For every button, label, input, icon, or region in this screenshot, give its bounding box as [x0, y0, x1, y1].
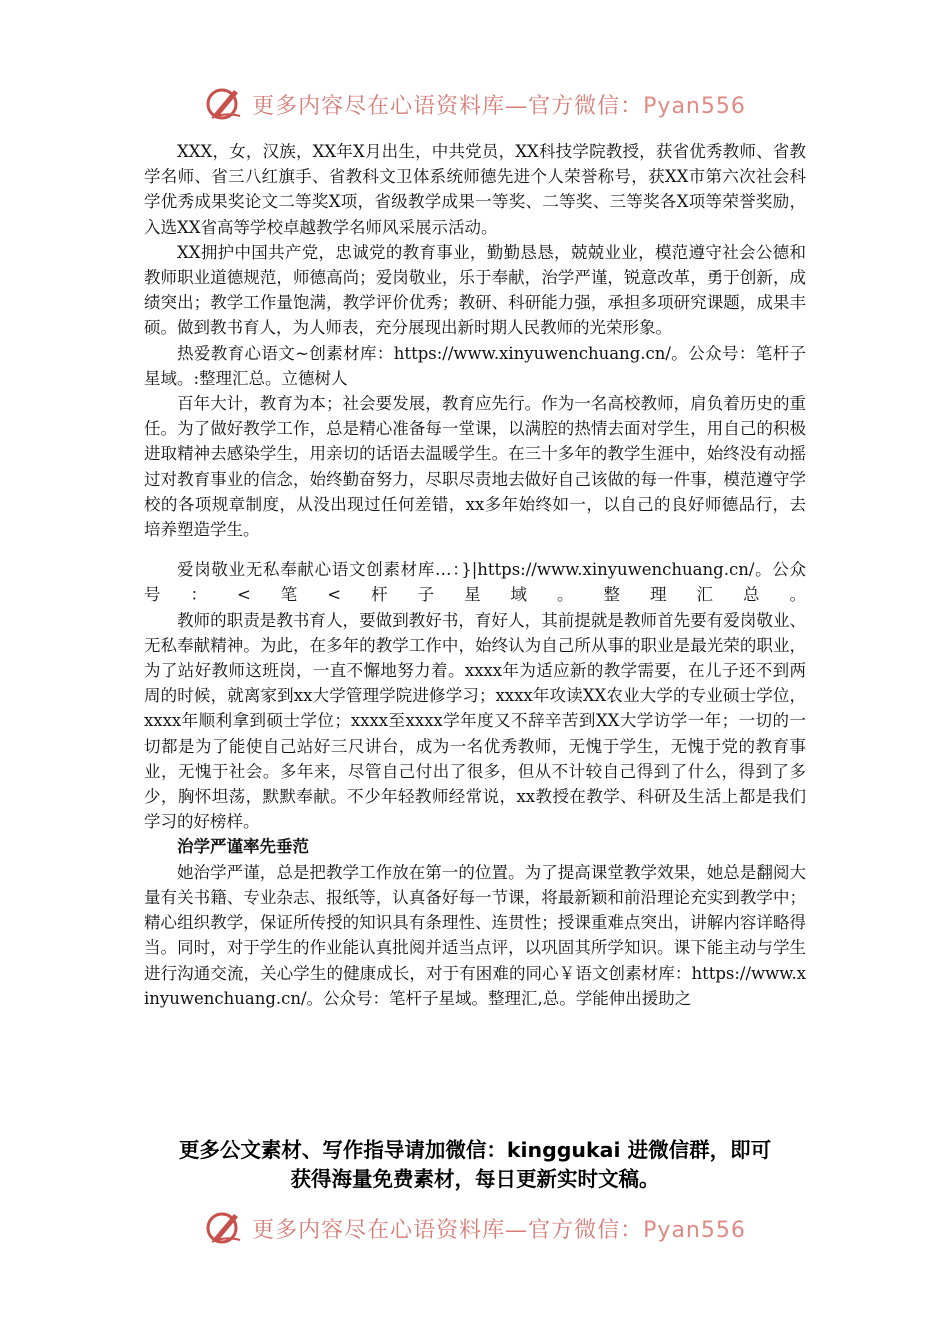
footer-note-line2: 获得海量免费素材，每日更新实时文稿。 [290, 1167, 660, 1191]
header-wechat: Pyan556 [643, 93, 746, 119]
paragraph-education: 百年大计，教育为本；社会要发展，教育应先行。作为一名高校教师，肩负着历史的重任。为了做好教学工作，总是精心准备每一堂课，以满腔的热情去面对学生，用自己的积极进取精神去感染学生，用亲切的话语去温暖学生。在三十多年的教学生涯中，始终没有动摇过对教育事业的信念，始终勤奋努力，尽职尽责地去做好自己该做的每一件事，模范遵守学校的各项规章制度，从没出现过任何差错，xx多年始终如一，以自己的良好师德品行，去培养塑造学生。 [144, 394, 806, 540]
heading-dedication: 爱岗敬业无私奉献心语文创素材库…：}|https://www.xinyuwenchuang.cn/。公众号：<笔<杆子星域。整理汇总。 [144, 560, 806, 605]
paragraph-rigorous: 她治学严谨，总是把教学工作放在第一的位置。为了提高课堂教学效果，她总是翻阅大量有关书籍、专业杂志、报纸等，认真备好每一节课，将最新颖和前沿理论充实到教学中；精心组织教学，保证所传授的知识具有条理性、连贯性；授课重难点突出，讲解内容详略得当。同时，对于学生的作业能认真批阅并适当点评，以巩固其所学知识。课下能主动与学生进行沟通交流，关心学生的健康成长，对于有困难的同心￥语文创素材库：https://www.xinyuwenchuang.cn/。公众号：笔杆子星域。整理汇,总。学能伸出援助之 [144, 862, 806, 1008]
heading-rigorous: 治学严谨率先垂范 [177, 837, 309, 857]
footer-banner [0, 1206, 950, 1250]
pen-logo-icon [204, 1208, 244, 1248]
paragraph-intro: XXX，女，汉族，XX年X月出生，中共党员，XX科技学院教授，获省优秀教师、省教学名师、省三八红旗手、省教科文卫体系统师德先进个人荣誉称号，获XX市第六次社会科学优秀成果奖论文二等奖X项，省级教学成果一等奖、二等奖、三等奖各X项等荣誉奖励，入选XX省高等学校卓越教学名师风采展示活动。 [144, 142, 806, 237]
paragraph-loyalty: XX拥护中国共产党，忠诚党的教育事业，勤勤恳恳，兢兢业业，模范遵守社会公德和教师职业道德规范，师德高尚；爱岗敬业，乐于奉献，治学严谨，锐意改革，勇于创新，成绩突出；教学工作量饱满，教学评价优秀；教研、科研能力强，承担多项研究课题，成果丰硕。做到教书育人，为人师表，充分展现出新时期人民教师的光荣形象。 [144, 242, 806, 338]
paragraph-duty: 教师的职责是教书育人，要做到教好书，育好人，其前提就是教师首先要有爱岗敬业、无私奉献精神。为此，在多年的教学工作中，始终认为自己所从事的职业是最光荣的职业，为了站好教师这班岗，一直不懈地努力着。xxxx年为适应新的教学需要，在儿子还不到两周的时候，就离家到xx大学管理学院进修学习；xxxx年攻读XX农业大学的专业硕士学位，xxxx年顺利拿到硕士学位；xxxx至xxxx学年度又不辞辛苦到XX大学访学一年；一切的一切都是为了能使自己站好三尺讲台，成为一名优秀教师，无愧于学生，无愧于党的教育事业，无愧于社会。多年来，尽管自己付出了很多，但从不计较自己得到了什么，得到了多少，胸怀坦荡，默默奉献。不少年轻教师经常说，xx教授在教学、科研及生活上都是我们学习的好榜样。 [144, 610, 806, 832]
pen-logo-icon [204, 84, 244, 124]
footer-note [0, 1136, 950, 1194]
header-label: 更多内容尽在心语资料库—官方微信： [252, 93, 644, 119]
header-text [252, 89, 746, 120]
document-body [144, 139, 806, 1011]
heading-love-education: 热爱教育心语文~创素材库：https://www.xinyuwenchuang.cn/。公众号：笔杆子星域。:整理汇总。立德树人 [144, 343, 806, 388]
footer-wechat: Pyan556 [643, 1217, 746, 1243]
footer-text [252, 1213, 746, 1244]
footer-note-line1: 更多公文素材、写作指导请加微信：kinggukai 进微信群，即可 [178, 1138, 772, 1162]
footer-label: 更多内容尽在心语资料库—官方微信： [252, 1217, 644, 1243]
header-banner [0, 82, 950, 126]
